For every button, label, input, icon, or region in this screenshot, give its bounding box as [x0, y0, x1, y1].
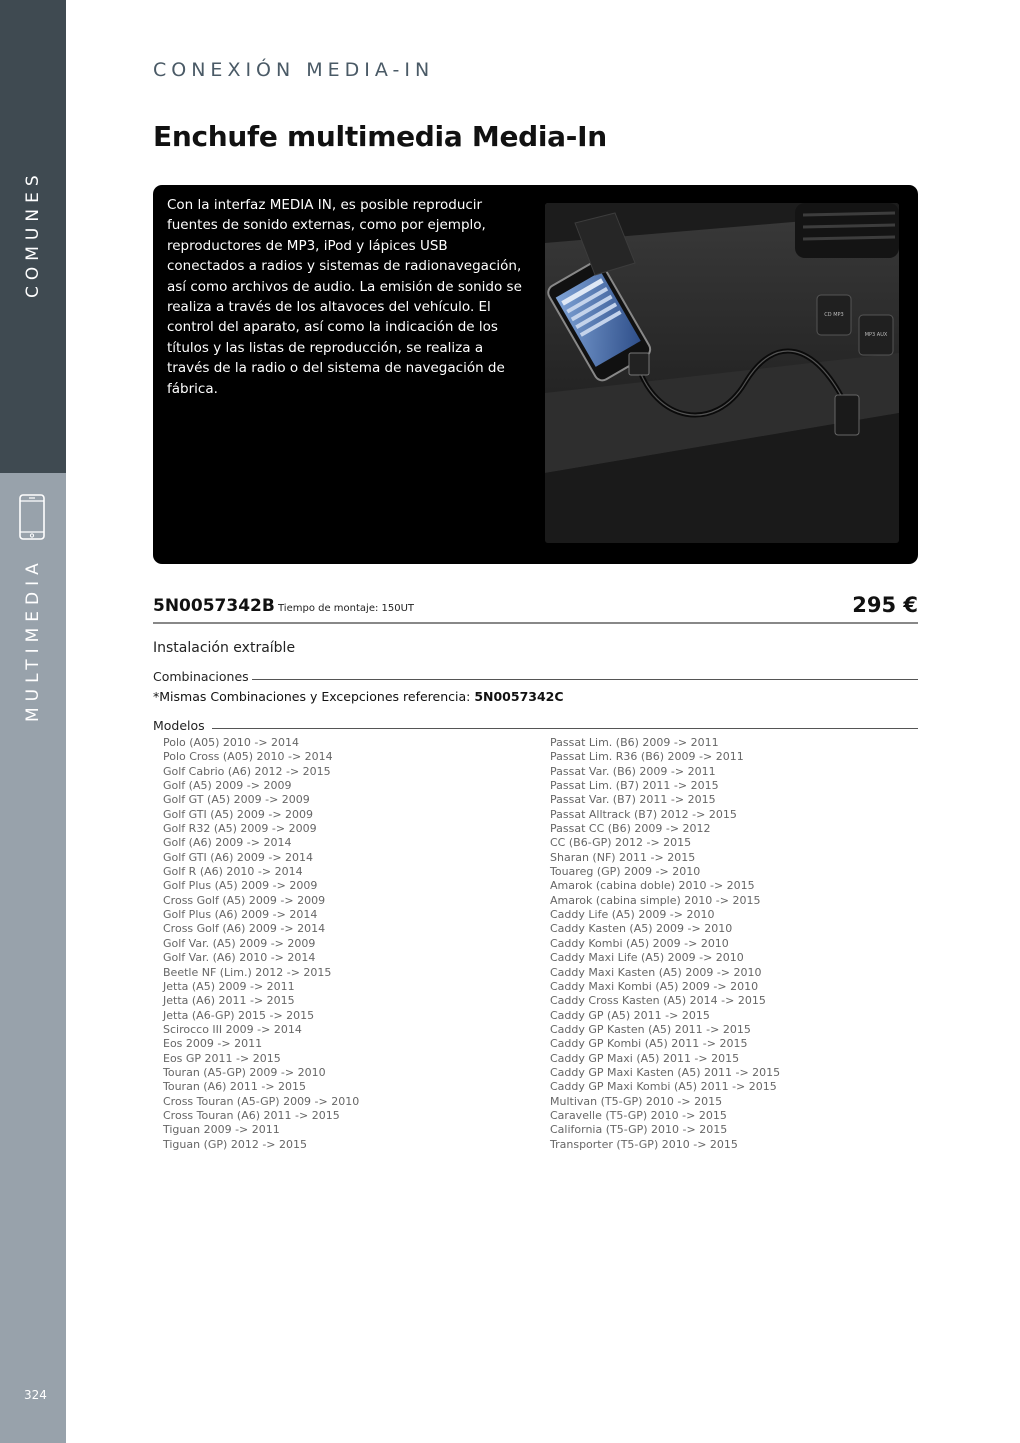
model-item: Amarok (cabina doble) 2010 -> 2015: [550, 879, 755, 893]
model-item: Caddy Maxi Kombi (A5) 2009 -> 2010: [550, 979, 759, 993]
product-price: 295 €: [852, 593, 918, 617]
model-item: Cross Touran (A6) 2011 -> 2015: [163, 1108, 340, 1122]
model-item: Passat Alltrack (B7) 2012 -> 2015: [550, 807, 737, 821]
model-item: Touran (A6) 2011 -> 2015: [163, 1080, 307, 1094]
model-item: Caddy GP Kasten (A5) 2011 -> 2015: [550, 1022, 751, 1036]
sidebar-comunes: [0, 0, 66, 473]
model-item: Passat CC (B6) 2009 -> 2012: [550, 822, 711, 836]
model-item: Golf Var. (A6) 2010 -> 2014: [163, 951, 316, 965]
mount-time: Tiempo de montaje: 150UT: [278, 603, 415, 614]
model-item: Caddy GP Maxi Kombi (A5) 2011 -> 2015: [550, 1080, 777, 1094]
page-title: Enchufe multimedia Media-In: [153, 120, 607, 153]
sidebar-label-multimedia: MULTIMEDIA: [23, 557, 43, 722]
model-item: Passat Var. (B7) 2011 -> 2015: [550, 793, 716, 807]
model-item: Caddy Kasten (A5) 2009 -> 2010: [550, 922, 733, 936]
model-item: Golf (A6) 2009 -> 2014: [163, 836, 292, 850]
model-item: Cross Touran (A5-GP) 2009 -> 2010: [163, 1094, 360, 1108]
smartphone-icon: [19, 494, 45, 540]
model-item: Golf R32 (A5) 2009 -> 2009: [163, 822, 317, 836]
media-in-photo: [545, 203, 899, 543]
model-item: Passat Var. (B6) 2009 -> 2011: [550, 764, 716, 778]
model-item: Golf GT (A5) 2009 -> 2009: [163, 793, 310, 807]
models-list-right: [550, 736, 780, 1152]
model-item: Golf Plus (A6) 2009 -> 2014: [163, 908, 318, 922]
model-item: Caddy Life (A5) 2009 -> 2010: [550, 908, 715, 922]
model-item: Passat Lim. (B7) 2011 -> 2015: [550, 779, 719, 793]
model-item: Golf (A5) 2009 -> 2009: [163, 779, 292, 793]
divider: [153, 622, 918, 624]
model-item: Golf Var. (A5) 2009 -> 2009: [163, 936, 316, 950]
model-item: Polo (A05) 2010 -> 2014: [163, 736, 300, 749]
model-item: Caddy GP Maxi (A5) 2011 -> 2015: [550, 1051, 740, 1065]
model-item: Caddy Maxi Life (A5) 2009 -> 2010: [550, 951, 744, 965]
model-item: Passat Lim. R36 (B6) 2009 -> 2011: [550, 750, 744, 764]
product-reference: 5N0057342B: [153, 596, 275, 616]
feature-description: Con la interfaz MEDIA IN, es posible reproducir fuentes de sonido externas, como por ejemplo, reproductores de MP3, iPod y lápices USB conectados a radios y sistemas de radionavegación, así como archivos de audio. La emisión de sonido se realiza a través de los altavoces del vehículo. El control del aparato, así como la indicación de los títulos y las listas de reproducción, se realiza a través de la radio o del sistema de navegación de fábrica.: [167, 197, 522, 397]
model-item: Caddy Maxi Kasten (A5) 2009 -> 2010: [550, 965, 762, 979]
photo-button-mp3-aux: MP3 AUX: [864, 332, 888, 338]
model-item: Tiguan (GP) 2012 -> 2015: [163, 1137, 308, 1151]
model-item: Scirocco III 2009 -> 2014: [163, 1022, 302, 1036]
installation-type: Instalación extraíble: [153, 640, 296, 656]
model-item: Amarok (cabina simple) 2010 -> 2015: [550, 893, 761, 907]
model-item: Multivan (T5-GP) 2010 -> 2015: [550, 1094, 723, 1108]
section-title: CONEXIÓN MEDIA-IN: [153, 59, 435, 81]
combinations-note: [153, 689, 564, 704]
model-item: Passat Lim. (B6) 2009 -> 2011: [550, 736, 719, 749]
combinations-note-text: *Mismas Combinaciones y Excepciones referencia:: [153, 689, 475, 704]
model-item: Caravelle (T5-GP) 2010 -> 2015: [550, 1108, 727, 1122]
model-item: Cross Golf (A5) 2009 -> 2009: [163, 893, 326, 907]
models-rule: [212, 728, 918, 729]
model-item: Eos GP 2011 -> 2015: [163, 1051, 281, 1065]
model-item: Jetta (A6-GP) 2015 -> 2015: [163, 1008, 315, 1022]
model-item: Golf GTI (A6) 2009 -> 2014: [163, 850, 314, 864]
sidebar-label-comunes: COMUNES: [23, 169, 43, 298]
model-item: Polo Cross (A05) 2010 -> 2014: [163, 750, 333, 764]
model-item: Golf R (A6) 2010 -> 2014: [163, 865, 303, 879]
model-item: Eos 2009 -> 2011: [163, 1037, 263, 1051]
model-item: Jetta (A6) 2011 -> 2015: [163, 994, 295, 1008]
model-item: Beetle NF (Lim.) 2012 -> 2015: [163, 965, 332, 979]
model-item: Golf Cabrio (A6) 2012 -> 2015: [163, 764, 331, 778]
combinations-heading: Combinaciones: [153, 669, 249, 684]
model-item: Tiguan 2009 -> 2011: [163, 1123, 280, 1137]
model-item: Touran (A5-GP) 2009 -> 2010: [163, 1065, 326, 1079]
combinations-rule: [252, 679, 918, 680]
model-item: California (T5-GP) 2010 -> 2015: [550, 1123, 728, 1137]
model-item: Caddy Cross Kasten (A5) 2014 -> 2015: [550, 994, 766, 1008]
model-item: Golf GTI (A5) 2009 -> 2009: [163, 807, 314, 821]
combinations-note-reference: 5N0057342C: [474, 689, 564, 704]
model-item: Golf Plus (A5) 2009 -> 2009: [163, 879, 318, 893]
feature-box: [153, 185, 918, 564]
model-item: Cross Golf (A6) 2009 -> 2014: [163, 922, 326, 936]
model-item: Caddy GP (A5) 2011 -> 2015: [550, 1008, 710, 1022]
page-number: 324: [24, 1388, 47, 1402]
model-item: CC (B6-GP) 2012 -> 2015: [550, 836, 692, 850]
model-item: Caddy Kombi (A5) 2009 -> 2010: [550, 936, 729, 950]
model-item: Jetta (A5) 2009 -> 2011: [163, 979, 295, 993]
model-item: Sharan (NF) 2011 -> 2015: [550, 850, 696, 864]
models-heading: Modelos: [153, 718, 205, 733]
model-item: Touareg (GP) 2009 -> 2010: [550, 865, 701, 879]
model-item: Caddy GP Maxi Kasten (A5) 2011 -> 2015: [550, 1065, 781, 1079]
models-list-left: [163, 736, 359, 1152]
photo-button-cd-mp3: CD MP3: [824, 312, 844, 318]
model-item: Caddy GP Kombi (A5) 2011 -> 2015: [550, 1037, 748, 1051]
model-item: Transporter (T5-GP) 2010 -> 2015: [550, 1137, 738, 1151]
